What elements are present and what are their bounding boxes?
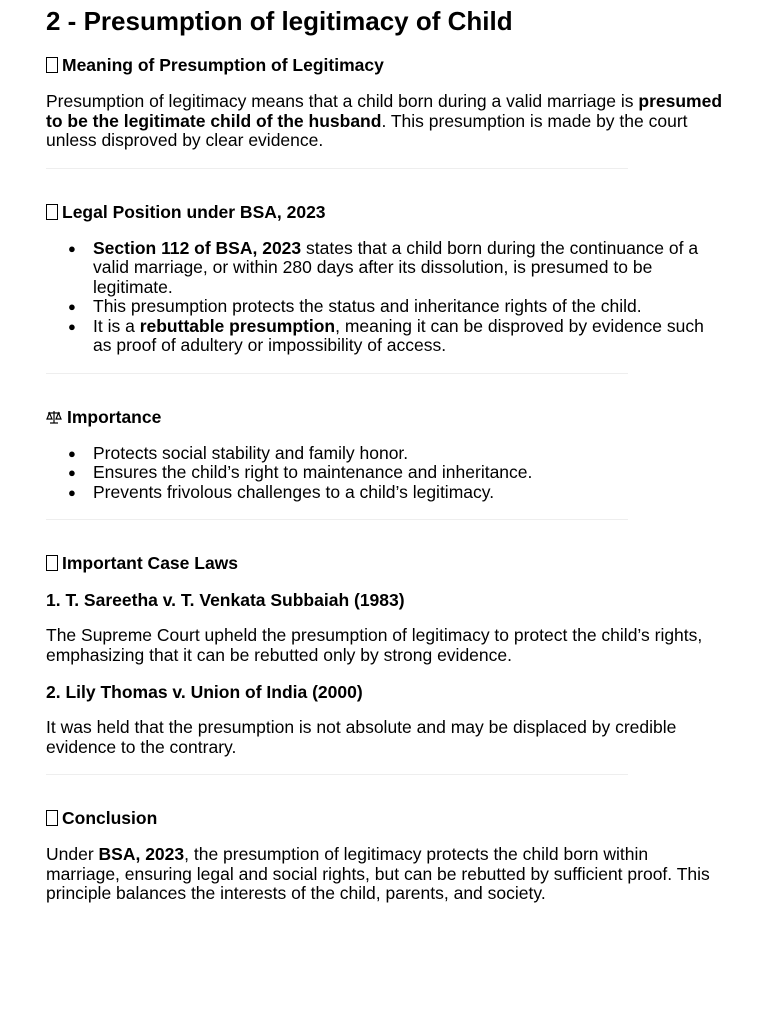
case-summary: It was held that the presumption is not absolute and may be displaced by credible evidence to the contrary.	[46, 717, 677, 757]
meaning-heading	[46, 54, 722, 76]
bullet-icon: ●	[68, 240, 76, 256]
legal-item-bold: Section 112 of BSA, 2023	[93, 237, 302, 258]
importance-item-text: Protects social stability and family honor.	[93, 442, 409, 463]
cases-heading-label: Important Case Laws	[62, 553, 239, 573]
cases-heading	[46, 552, 722, 574]
list-item	[68, 481, 722, 503]
importance-list	[46, 444, 722, 503]
list-item	[68, 442, 722, 464]
conclusion-text-end: , the presumption of legitimacy protects the child born within marriage, ensuring legal and social rights, but can be rebutted by sufficient proof. This principle balances the interests of the child, parents, and society.	[46, 844, 710, 903]
meaning-text: Presumption of legitimacy means that a child born during a valid marriage is	[46, 91, 639, 111]
case-title: 1. T. Sareetha v. T. Venkata Subbaiah (1983)	[46, 590, 405, 610]
meaning-bold-text: presumed to be the legitimate child of the husband	[46, 91, 723, 131]
conclusion-paragraph	[46, 845, 722, 904]
list-item	[68, 296, 722, 317]
bullet-icon: ●	[68, 465, 76, 480]
legal-list	[46, 239, 722, 356]
importance-item-text: Ensures the child’s right to maintenance and inheritance.	[93, 462, 533, 482]
check-icon	[46, 810, 58, 826]
importance-heading	[46, 406, 722, 428]
bullet-icon: ●	[68, 318, 76, 334]
meaning-paragraph	[46, 92, 722, 151]
legal-item-text: It is a	[93, 315, 140, 336]
legal-item-text: This presumption protects the status and inheritance rights of the child.	[93, 296, 642, 316]
list-item	[68, 462, 722, 483]
case-title: 2. Lily Thomas v. Union of India (2000)	[46, 682, 363, 702]
conclusion-text: Under	[46, 844, 99, 864]
scroll-icon	[46, 204, 58, 220]
legal-heading-label: Legal Position under BSA, 2023	[62, 201, 326, 222]
gavel-icon	[46, 555, 58, 571]
conclusion-bold-text: BSA, 2023	[98, 844, 185, 864]
bullet-icon: ●	[68, 299, 76, 314]
meaning-heading-label: Meaning of Presumption of Legitimacy	[62, 55, 384, 75]
importance-heading-label: Importance	[67, 406, 162, 427]
scales-icon	[46, 409, 62, 425]
conclusion-heading	[46, 807, 722, 829]
book-icon	[46, 57, 58, 73]
conclusion-heading-label: Conclusion	[62, 808, 158, 828]
legal-item-bold: rebuttable presumption	[139, 315, 336, 336]
meaning-text-end: . This presumption is made by the court unless disproved by clear evidence.	[46, 110, 688, 150]
bullet-icon: ●	[68, 484, 76, 500]
list-item	[68, 315, 722, 356]
list-item	[68, 237, 722, 298]
page-title: 2 - Presumption of legitimacy of Child	[46, 6, 513, 36]
legal-item-text-end: , meaning it can be disproved by evidence such as proof of adultery or impossibility of access.	[93, 315, 704, 355]
importance-item-text: Prevents frivolous challenges to a child’s legitimacy.	[93, 481, 495, 502]
legal-item-text: states that a child born during the continuance of a valid marriage, or within 280 days after its dissolution, is presumed to be legitimate.	[93, 237, 699, 297]
case-summary: The Supreme Court upheld the presumption of legitimacy to protect the child’s rights, emphasizing that it can be rebutted only by strong evidence.	[46, 625, 703, 665]
legal-heading	[46, 201, 722, 223]
bullet-icon: ●	[68, 445, 76, 461]
